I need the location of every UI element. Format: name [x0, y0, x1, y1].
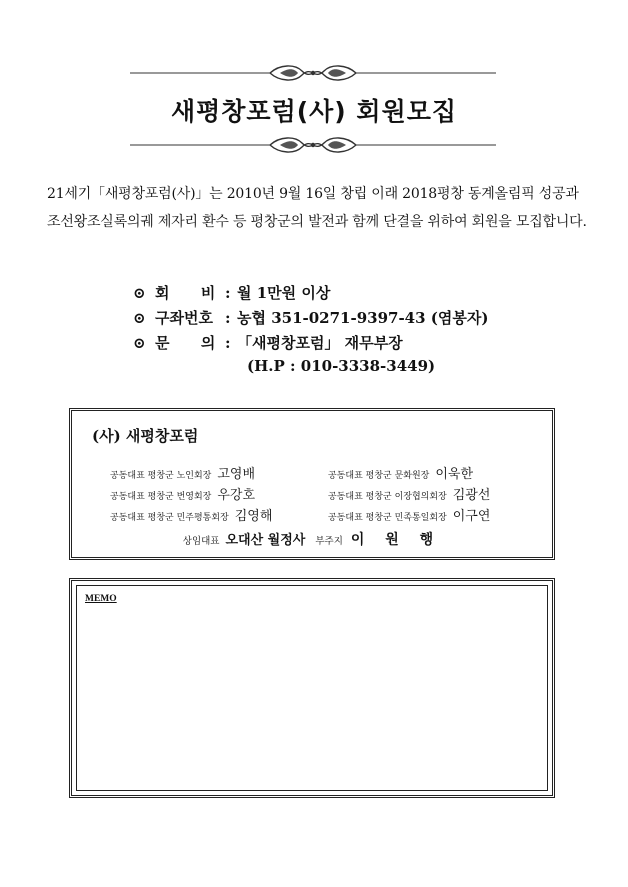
member-role: 공동대표 평창군 번영회장	[110, 492, 212, 502]
member-role: 공동대표 평창군 이장협의회장	[328, 492, 447, 502]
memo-label: MEMO	[85, 594, 117, 604]
bullet-icon: ⊙	[133, 334, 146, 352]
info-row-fee	[133, 282, 330, 303]
member-entry	[110, 505, 272, 524]
bottom-ornament	[130, 134, 496, 156]
member-name: 이욱한	[435, 467, 474, 482]
scroll-ornament-icon	[130, 134, 496, 156]
representative-line	[72, 529, 552, 549]
organization-name: (사) 새평창포럼	[92, 427, 199, 445]
member-role: 공동대표 평창군 민족통일회장	[328, 513, 447, 523]
info-label: 회 비	[155, 284, 216, 302]
colon: :	[225, 284, 231, 302]
organization-box	[69, 408, 555, 560]
bullet-icon: ⊙	[133, 309, 146, 327]
info-row-account	[133, 307, 488, 328]
scroll-ornament-icon	[130, 62, 496, 84]
member-entry	[328, 505, 490, 524]
top-ornament	[130, 62, 496, 84]
memo-area[interactable]	[76, 585, 548, 791]
intro-paragraph: 21세기「새평창포럼(사)」는 2010년 9월 16일 창립 이래 2018평창 동계올림픽 성공과 조선왕조실록의궤 제자리 환수 등 평창군의 발전과 함께 단결을 위하여 회원을 모집합니다.	[47, 186, 587, 230]
memo-box	[69, 578, 555, 798]
member-name: 김광선	[452, 488, 491, 503]
bullet-icon: ⊙	[133, 284, 146, 302]
representative-name: 이 원 행	[350, 532, 442, 548]
member-entry	[328, 463, 473, 482]
info-row-contact	[133, 332, 403, 353]
colon: :	[225, 334, 231, 352]
member-role: 공동대표 평창군 노인회장	[110, 471, 212, 481]
member-entry	[328, 484, 490, 503]
member-name: 이구연	[452, 509, 491, 524]
info-label: 구좌번호	[155, 309, 213, 327]
info-value: 농협 351-0271-9397-43 (염봉자)	[237, 309, 489, 327]
member-name: 고영배	[217, 467, 256, 482]
member-name: 김영해	[234, 509, 273, 524]
info-value: 「새평창포럼」 재무부장	[237, 334, 403, 352]
member-entry	[110, 463, 255, 482]
info-label: 문 의	[155, 334, 216, 352]
page-title: 새평창포럼(사) 회원모집	[170, 97, 458, 126]
member-role: 공동대표 평창군 민주평통회장	[110, 513, 229, 523]
representative-org: 오대산 월정사	[225, 533, 306, 548]
info-value: 월 1만원 이상	[237, 284, 331, 302]
contact-phone: (H.P : 010-3338-3449)	[247, 357, 436, 375]
representative-title: 부주지	[315, 536, 343, 547]
colon: :	[225, 309, 231, 327]
member-entry	[110, 484, 255, 503]
member-role: 공동대표 평창군 문화원장	[328, 471, 430, 481]
representative-label: 상임대표	[182, 536, 220, 547]
member-name: 우강호	[217, 488, 256, 503]
